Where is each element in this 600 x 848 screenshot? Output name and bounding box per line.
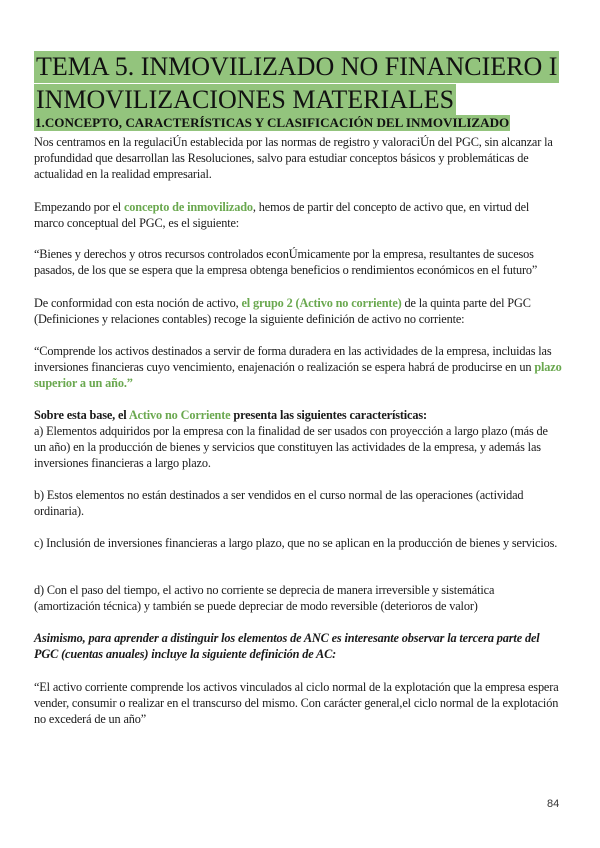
text-run: de la quinta parte del PGC (Definiciones y relaciones contables) recoge la siguiente definición de activo no corriente:: [34, 296, 531, 326]
paragraph-text: b) Estos elementos no están destinados a ser vendidos en el curso normal de las operaciones (actividad ordinaria).: [34, 488, 524, 518]
characteristics-lead: [34, 407, 562, 423]
quote-activo-corriente: [34, 679, 562, 727]
text-run: presenta las siguientes características:: [230, 408, 427, 422]
text-run: “Comprende los activos destinados a servir de forma duradera en las actividades de la empresa, incluidas las inversiones financieras cuyo vencimiento, enajenación o realización se espera habrá de producirse en un: [34, 344, 552, 374]
paragraph-text: [34, 199, 562, 231]
quote-text: “Bienes y derechos y otros recursos controlados econÚmicamente por la empresa, resultantes de sucesos pasados, de los que se espera que la empresa obtenga beneficios o rendimientos económicos en el futuro”: [34, 247, 538, 277]
quote-activo-no-corriente: [34, 343, 562, 391]
paragraph-ac-definition: [34, 630, 562, 662]
paragraph-inmovilizado: [34, 199, 562, 231]
chapter-title-line-1: TEMA 5. INMOVILIZADO NO FINANCIERO I: [36, 52, 558, 81]
paragraph-text: Nos centramos en la regulaciÚn establecida por las normas de registro y valoraciÚn del PGC, sin alcanzar la profundidad que desarrollan las Resoluciones, salvo para estudiar conceptos básicos y problemáticas de actualidad en la realidad empresarial.: [34, 135, 553, 181]
chapter-title-line-2: INMOVILIZACIONES MATERIALES: [36, 85, 455, 114]
highlight-term: el grupo 2 (Activo no corriente): [241, 296, 402, 310]
text-run: , hemos de partir del concepto de activo que, en virtud del marco conceptual del PGC, es el siguiente:: [34, 200, 530, 230]
text-run: Empezando por el: [34, 200, 124, 214]
highlight-term: plazo superior a un año.”: [34, 360, 562, 390]
paragraph-text: d) Con el paso del tiempo, el activo no corriente se deprecia de manera irreversible y sistemática (amortización técnica) y también se puede depreciar de modo reversible (deterioros de valor): [34, 583, 495, 613]
list-item-a: a) Elementos adquiridos por la empresa con la finalidad de ser usados con proyección a largo plazo (más de un año) en la producción de bienes y servicios que constituyen las actividades de la empresa, y además las inversiones financieras a largo plazo.: [34, 424, 548, 470]
characteristics-block: [34, 407, 562, 471]
section-heading: 1.CONCEPTO, CARACTERÍSTICAS Y CLASIFICACIÓN DEL INMOVILIZADO: [35, 115, 510, 130]
highlight-term: concepto de inmovilizado: [123, 200, 253, 214]
quote-text: “El activo corriente comprende los activos vinculados al ciclo normal de la explotación que la empresa espera vender, consumir o realizar en el transcurso del mismo. Con carácter general,el ciclo normal de la explotación no excederá de un año”: [34, 680, 559, 726]
paragraph-grupo-2: [34, 295, 562, 327]
paragraph-intro: [34, 134, 562, 182]
paragraph-text: c) Inclusión de inversiones financieras a largo plazo, que no se aplican en la producción de bienes y servicios.: [34, 536, 558, 550]
quote-activo: [34, 246, 562, 278]
list-item-b: [34, 487, 562, 519]
text-run: Asimismo, para aprender a distinguir los elementos de ANC es interesante observar la tercera parte: [34, 631, 523, 645]
paragraph-text: [34, 630, 562, 662]
chapter-title: [34, 51, 559, 117]
quote-text: [34, 343, 562, 391]
text-run: Sobre esta base, el: [34, 408, 129, 422]
text-run: De conformidad con esta noción de activo,: [34, 296, 242, 310]
highlight-term: Activo no Corriente: [128, 408, 231, 422]
paragraph-text: [34, 295, 562, 327]
text-run: del PGC (cuentas anuales) incluye la siguiente definición de AC:: [34, 631, 540, 661]
list-item-d: [34, 582, 562, 614]
page-number: 84: [547, 798, 560, 810]
list-item-c: [34, 535, 562, 551]
